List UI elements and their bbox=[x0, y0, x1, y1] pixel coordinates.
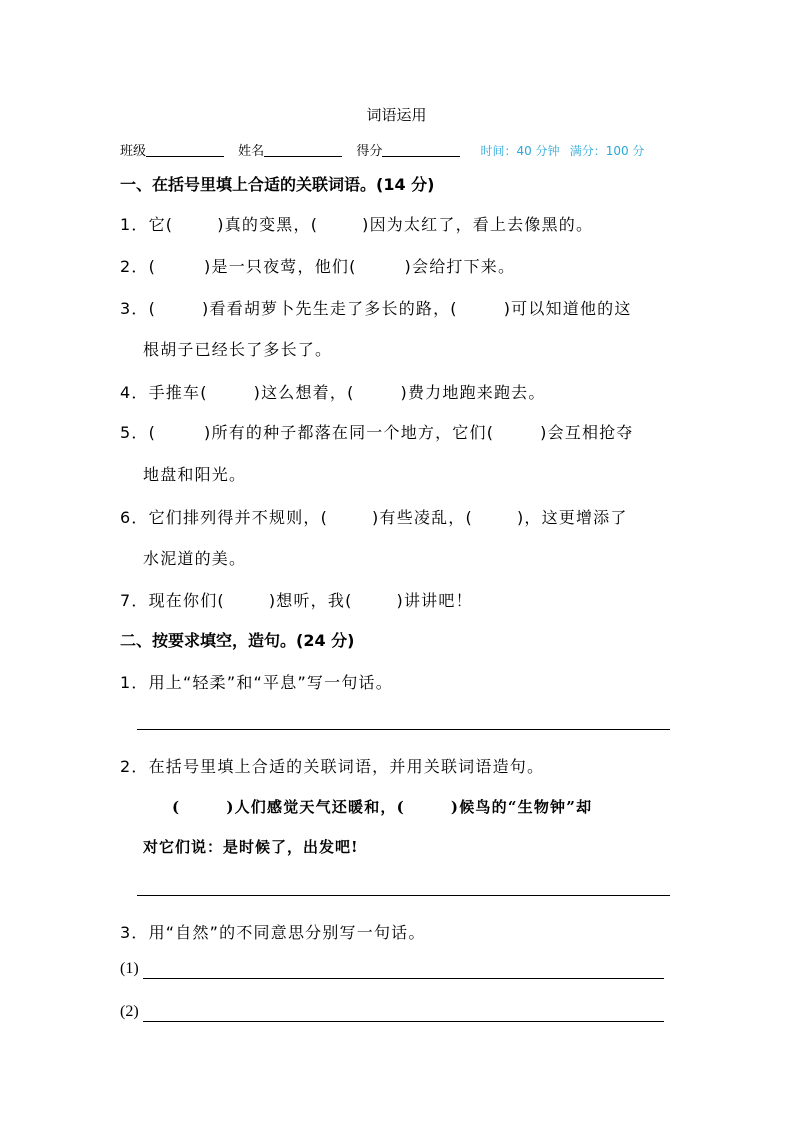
s2-q3-answer-line-1[interactable] bbox=[143, 978, 664, 979]
s2-question-3: 3．用“自然”的不同意思分别写一句话。 bbox=[120, 923, 426, 942]
s1-item-5-cont: 地盘和阳光。 bbox=[143, 465, 247, 484]
name-blank[interactable] bbox=[264, 142, 342, 157]
s1-item-6-cont: 水泥道的美。 bbox=[143, 549, 247, 568]
score-label: 得分 bbox=[356, 144, 383, 159]
class-blank[interactable] bbox=[146, 142, 224, 157]
score-blank[interactable] bbox=[382, 142, 460, 157]
name-label: 姓名 bbox=[238, 144, 265, 159]
s2-q3-label-2: (2) bbox=[120, 1003, 139, 1020]
s1-item-1: 1．它( )真的变黑，( )因为太红了，看上去像黑的。 bbox=[120, 215, 594, 234]
class-label: 班级 bbox=[120, 144, 147, 159]
s2-question-2: 2．在括号里填上合适的关联词语，并用关联词语造句。 bbox=[120, 757, 545, 776]
s2-question-1: 1．用上“轻柔”和“平息”写一句话。 bbox=[120, 673, 393, 692]
s2-q3-label-1: (1) bbox=[120, 960, 139, 977]
s1-item-4: 4．手推车( )这么想着，( )费力地跑来跑去。 bbox=[120, 383, 546, 402]
s1-item-7: 7．现在你们( )想听，我( )讲讲吧！ bbox=[120, 591, 473, 610]
s1-item-6: 6．它们排列得并不规则，( )有些凌乱，( )，这更增添了 bbox=[120, 508, 628, 527]
page-title: 词语运用 bbox=[366, 106, 427, 124]
header-info-row bbox=[120, 140, 644, 159]
time-label: 时间：40 分钟 bbox=[480, 144, 560, 158]
section1-heading: 一、在括号里填上合适的关联词语。(14 分) bbox=[120, 175, 435, 194]
full-score-label: 满分：100 分 bbox=[569, 144, 645, 158]
s2-q3-answer-line-2[interactable] bbox=[143, 1021, 664, 1022]
s1-item-3: 3．( )看看胡萝卜先生走了多长的路，( )可以知道他的这 bbox=[120, 299, 632, 318]
s1-item-2: 2．( )是一只夜莺，他们( )会给打下来。 bbox=[120, 257, 516, 276]
s2-q2-sentence: ( )人们感觉天气还暖和，( )候鸟的“生物钟”却 bbox=[172, 798, 593, 816]
s1-item-5: 5．( )所有的种子都落在同一个地方，它们( )会互相抢夺 bbox=[120, 423, 634, 442]
s2-q1-answer-line[interactable] bbox=[137, 729, 670, 730]
section2-heading: 二、按要求填空，造句。(24 分) bbox=[120, 631, 355, 650]
s2-q2-sentence-cont: 对它们说：是时候了，出发吧! bbox=[143, 838, 359, 856]
s1-item-3-cont: 根胡子已经长了多长了。 bbox=[143, 340, 333, 359]
s2-q2-answer-line[interactable] bbox=[137, 895, 670, 896]
